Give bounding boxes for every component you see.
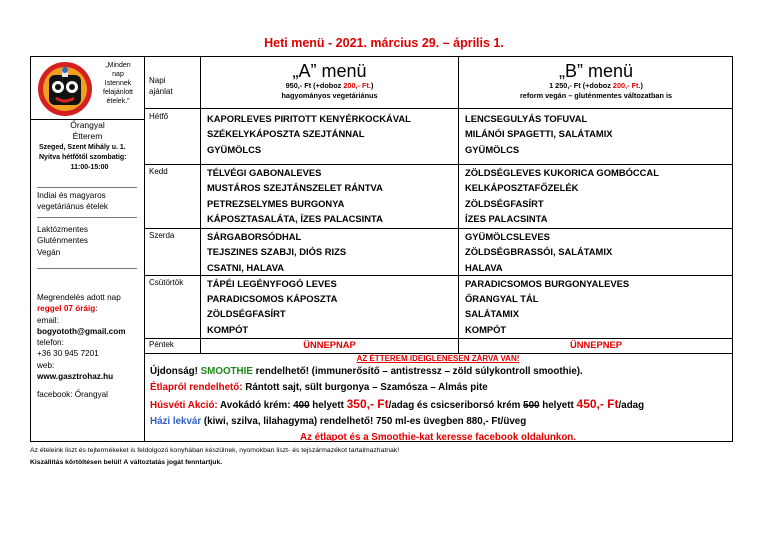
day-label: Hétfő bbox=[149, 112, 169, 121]
facebook-notice: Az étlapot és a Smoothie-kat keresse facebook oldalunkon. bbox=[299, 432, 577, 443]
divider bbox=[37, 187, 137, 188]
phone-number[interactable]: +36 30 945 7201 bbox=[37, 349, 99, 359]
footer bbox=[30, 445, 399, 469]
divider bbox=[37, 268, 137, 269]
contact-block: Megrendelés adott nap reggel 07 óráig: email: bogyototh@gmail.com telefon: +36 30 945 7201 web: www.gasztrohaz.hu facebook: Őrangyal bbox=[37, 292, 141, 401]
menu-a-dishes: SÁRGABORSÓDHAL TEJSZINES SZABJI, DIÓS RIZS CSATNI, HALAVA bbox=[207, 231, 347, 273]
closed-notice: AZ ÉTTEREM IDEIGLENESEN ZÁRVA VAN! bbox=[356, 354, 520, 363]
day-label: Csütörtök bbox=[149, 278, 184, 287]
web-link[interactable]: www.gasztrohaz.hu bbox=[37, 372, 114, 382]
cuisine-text: Indiai és magyaros vegetáriánus ételek bbox=[37, 191, 109, 212]
daily-offer-label: Napi ajánlat bbox=[149, 76, 173, 96]
page-title: Heti menü - 2021. március 29. – április 1. bbox=[264, 36, 504, 50]
delivery-note: Kiszállítás körtöltésen belül! A változtatás jogát fenntartjuk. bbox=[30, 459, 223, 466]
menu-b-dishes: PARADICSOMOS BURGONYALEVES ŐRANGYAL TÁL SALÁTAMIX KOMPÓT bbox=[465, 278, 630, 335]
day-label: Péntek bbox=[149, 340, 174, 349]
sidebar bbox=[31, 57, 145, 441]
day-label: Kedd bbox=[149, 167, 168, 176]
menu-a-header: „A” menü 950,- Ft (+doboz 200,- Ft.) hagyományos vegetáriánus bbox=[281, 61, 378, 100]
menu-sheet bbox=[30, 56, 733, 442]
day-label: Szerda bbox=[149, 231, 175, 240]
menu-b-dishes: GYÜMÖLCSLEVES ZÖLDSÉGBRASSÓI, SALÁTAMIX HALAVA bbox=[465, 231, 613, 273]
notice-area bbox=[144, 353, 732, 446]
menu-a-dishes: TÁPÉI LEGÉNYFOGÓ LEVES PARADICSOMOS KÁPOSZTA ZÖLDSÉGFASÍRT KOMPÓT bbox=[207, 278, 338, 335]
divider bbox=[37, 217, 137, 218]
smoothie-notice: Újdonság! SMOOTHIE rendelhető! (immunerősítő – antistressz – zöld súlykontroll smoothie). bbox=[150, 366, 583, 377]
diet-list: Laktózmentes Gluténmentes Vegán bbox=[37, 225, 88, 257]
facebook-label: facebook: Őrangyal bbox=[37, 390, 109, 400]
restaurant-name: Őrangyal Étterem bbox=[70, 120, 105, 141]
motto-quote: „Minden nap Istennek felajánlott ételek.” bbox=[103, 62, 133, 105]
menu-b-header: „B” menü 1 250,- Ft (+doboz 200,- Ft.) reform vegán – gluténmentes változatban is bbox=[519, 61, 673, 100]
jam-notice: Házi lekvár (kiwi, szilva, lilahagyma) rendelhető! 750 ml-es üvegben 880,- Ft/üveg bbox=[150, 416, 527, 427]
menu-b-dishes: LENCSEGULYÁS TOFUVAL MILÁNÓI SPAGETTI, SALÁTAMIX GYÜMÖLCS bbox=[465, 113, 613, 155]
easter-offer: Húsvéti Akció: Avokádó krém: 400 helyett 350,- Ft/adag és csicseriborsó krém 500 helyett 450,- Ft/adag bbox=[150, 397, 645, 411]
menu-a-dishes: TÉLVÉGI GABONALEVES MUSTÁROS SZEJTÁNSZELET RÁNTVA PETREZSELYMES BURGONYA KÁPOSZTASALÁTA, ÍZES PALACSINTA bbox=[207, 167, 383, 225]
holiday-b: ÜNNEPNEP bbox=[569, 339, 623, 350]
jagannath-logo-icon bbox=[37, 61, 93, 117]
etlap-notice: Étlapról rendelhető: Rántott sajt, sült burgonya – Szamósza – Almás pite bbox=[150, 382, 488, 393]
email-link[interactable]: bogyototh@gmail.com bbox=[37, 326, 126, 336]
restaurant-address: Szeged, Szent Mihály u. 1. Nyitva hétfőtől szombatig: 11:00-15:00 bbox=[39, 144, 127, 171]
menu-b-dishes: ZÖLDSÉGLEVES KUKORICA GOMBÓCCAL KELKÁPOSZTAFŐZELÉK ZÖLDSÉGFASÍRT ÍZES PALACSINTA bbox=[465, 167, 659, 225]
allergen-note: Az ételeink liszt és tejtermékeket is feldolgozó konyhában készülnek, nyomokban liszt- és tejszármazékot tartalmazhatnak! bbox=[30, 447, 400, 454]
holiday-a: ÜNNEPNAP bbox=[303, 339, 356, 350]
menu-a-dishes: KAPORLEVES PIRITOTT KENYÉRKOCKÁVAL SZÉKELYKÁPOSZTA SZEJTÁNNAL GYÜMÖLCS bbox=[207, 113, 411, 155]
